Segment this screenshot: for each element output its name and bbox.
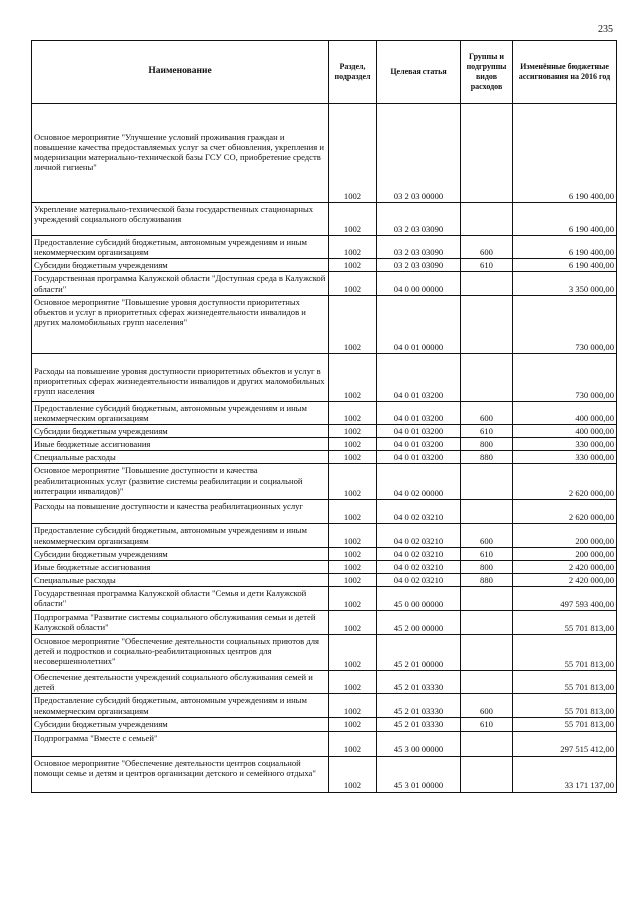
row-article-cell: 45 0 00 00000 [377, 587, 461, 611]
row-group-cell: 610 [461, 718, 513, 731]
row-article-cell: 04 0 02 03210 [377, 573, 461, 586]
row-amount-cell: 330 000,00 [513, 438, 617, 451]
row-section-cell: 1002 [329, 731, 377, 756]
row-name-cell [32, 718, 329, 731]
header-name: Наименование [32, 41, 329, 104]
row-name-text: Предоставление субсидий бюджетным, автономным учреждениям и иным некоммерческим организациям [34, 695, 307, 716]
row-section-cell: 1002 [329, 203, 377, 236]
row-group-cell [461, 203, 513, 236]
row-group-cell: 600 [461, 236, 513, 259]
row-article-cell: 45 2 00 00000 [377, 611, 461, 635]
row-name-text: Государственная программа Калужской области "Доступная среда в Калужской области" [34, 273, 326, 294]
row-amount-cell: 730 000,00 [513, 353, 617, 401]
row-name-cell [32, 464, 329, 500]
row-section-cell: 1002 [329, 635, 377, 671]
row-group-cell: 800 [461, 438, 513, 451]
row-name-cell [32, 272, 329, 295]
row-amount-cell: 6 190 400,00 [513, 236, 617, 259]
row-article-cell: 04 0 02 03210 [377, 547, 461, 560]
row-name-cell [32, 203, 329, 236]
row-article-cell: 04 0 01 00000 [377, 295, 461, 353]
row-amount-cell: 2 420 000,00 [513, 560, 617, 573]
row-name-cell [32, 104, 329, 203]
row-group-cell [461, 587, 513, 611]
row-name-cell [32, 500, 329, 524]
row-article-cell: 04 0 02 03210 [377, 524, 461, 547]
row-section-cell: 1002 [329, 236, 377, 259]
row-article-cell: 04 0 01 03200 [377, 451, 461, 464]
row-group-cell [461, 353, 513, 401]
table-row [32, 236, 617, 259]
row-name-text: Субсидии бюджетным учреждениям [34, 425, 168, 436]
row-group-cell [461, 500, 513, 524]
row-name-text: Подпрограмма "Вместе с семьей" [34, 732, 158, 743]
row-group-cell [461, 731, 513, 756]
row-article-cell: 45 2 01 03330 [377, 694, 461, 718]
table-row [32, 756, 617, 792]
budget-table [31, 40, 617, 793]
row-name-text: Иные бюджетные ассигнования [34, 439, 151, 450]
row-article-cell: 03 2 03 03090 [377, 259, 461, 272]
row-name-cell [32, 694, 329, 718]
table-row [32, 272, 617, 295]
row-section-cell: 1002 [329, 451, 377, 464]
row-name-cell [32, 401, 329, 424]
row-name-text: Специальные расходы [34, 574, 116, 585]
row-article-cell: 04 0 00 00000 [377, 272, 461, 295]
row-group-cell: 610 [461, 547, 513, 560]
table-row [32, 547, 617, 560]
row-name-text: Государственная программа Калужской области "Семья и дети Калужской области" [34, 588, 307, 609]
row-name-cell [32, 236, 329, 259]
row-section-cell: 1002 [329, 500, 377, 524]
row-section-cell: 1002 [329, 694, 377, 718]
row-article-cell: 45 2 01 03330 [377, 718, 461, 731]
table-row [32, 500, 617, 524]
header-section: Раздел, подраздел [329, 41, 377, 104]
row-name-cell [32, 451, 329, 464]
row-amount-cell: 2 620 000,00 [513, 464, 617, 500]
row-article-cell: 45 2 01 03330 [377, 671, 461, 694]
row-group-cell [461, 464, 513, 500]
table-row [32, 438, 617, 451]
page-number: 235 [598, 24, 613, 35]
row-section-cell: 1002 [329, 611, 377, 635]
row-name-cell [32, 424, 329, 437]
row-name-text: Обеспечение деятельности учреждений социального обслуживания семей и детей [34, 672, 313, 693]
table-row [32, 524, 617, 547]
row-amount-cell: 55 701 813,00 [513, 694, 617, 718]
table-row [32, 635, 617, 671]
row-section-cell: 1002 [329, 272, 377, 295]
row-name-text: Основное мероприятие "Повышение уровня доступности приоритетных объектов и услуг в приоритетных сферах жизнедеятельности инвалидов и других маломобильных групп населения" [34, 296, 306, 327]
row-name-text: Расходы на повышение доступности и качества реабилитационных услуг [34, 501, 303, 512]
row-group-cell [461, 635, 513, 671]
row-name-text: Укрепление материально-технической базы государственных стационарных учреждений социального обслуживания [34, 204, 314, 225]
row-group-cell: 600 [461, 401, 513, 424]
row-group-cell: 800 [461, 560, 513, 573]
row-amount-cell: 400 000,00 [513, 401, 617, 424]
row-section-cell: 1002 [329, 547, 377, 560]
row-section-cell: 1002 [329, 295, 377, 353]
row-article-cell: 45 3 01 00000 [377, 756, 461, 792]
row-amount-cell: 497 593 400,00 [513, 587, 617, 611]
row-section-cell: 1002 [329, 718, 377, 731]
row-group-cell: 600 [461, 524, 513, 547]
row-amount-cell: 6 190 400,00 [513, 203, 617, 236]
row-article-cell: 03 2 03 03090 [377, 203, 461, 236]
row-amount-cell: 33 171 137,00 [513, 756, 617, 792]
row-group-cell [461, 671, 513, 694]
row-section-cell: 1002 [329, 438, 377, 451]
row-name-cell [32, 295, 329, 353]
table-row [32, 587, 617, 611]
row-group-cell [461, 611, 513, 635]
table-header-row [32, 41, 617, 104]
row-article-cell: 04 0 01 03200 [377, 438, 461, 451]
table-row [32, 259, 617, 272]
row-section-cell: 1002 [329, 401, 377, 424]
row-name-cell [32, 560, 329, 573]
row-name-text: Подпрограмма "Развитие системы социального обслуживания семьи и детей Калужской области" [34, 612, 316, 633]
row-article-cell: 45 2 01 00000 [377, 635, 461, 671]
row-name-cell [32, 259, 329, 272]
row-section-cell: 1002 [329, 464, 377, 500]
row-group-cell: 610 [461, 259, 513, 272]
row-article-cell: 04 0 02 03210 [377, 500, 461, 524]
header-article: Целевая статья [377, 41, 461, 104]
row-section-cell: 1002 [329, 104, 377, 203]
row-amount-cell: 55 701 813,00 [513, 671, 617, 694]
header-amount: Изменённые бюджетные ассигнования на 2016 год [513, 41, 617, 104]
row-name-text: Основное мероприятие "Улучшение условий проживания граждан и повышение качества предоставляемых услуг за счет обновления, укрепления и модернизации материально-технической базы ГСУ СО, приобретение средств личной гигиены" [34, 132, 324, 173]
row-group-cell: 600 [461, 694, 513, 718]
row-name-text: Основное мероприятие "Обеспечение деятельности социальных приютов для детей и подростков и социально-реабилитационных центров для несовершеннолетних" [34, 636, 319, 667]
row-name-text: Предоставление субсидий бюджетным, автономным учреждениям и иным некоммерческим организациям [34, 402, 307, 423]
row-name-cell [32, 573, 329, 586]
row-article-cell: 03 2 03 03090 [377, 236, 461, 259]
row-amount-cell: 297 515 412,00 [513, 731, 617, 756]
table-row [32, 611, 617, 635]
table-row [32, 560, 617, 573]
row-name-text: Субсидии бюджетным учреждениям [34, 548, 168, 559]
row-section-cell: 1002 [329, 353, 377, 401]
row-name-cell [32, 547, 329, 560]
row-group-cell [461, 104, 513, 203]
table-row [32, 203, 617, 236]
table-row [32, 573, 617, 586]
header-groups: Группы и подгруппы видов расходов [461, 41, 513, 104]
table-row [32, 694, 617, 718]
row-name-cell [32, 353, 329, 401]
row-article-cell: 04 0 01 03200 [377, 424, 461, 437]
row-name-cell [32, 731, 329, 756]
row-article-cell: 04 0 01 03200 [377, 401, 461, 424]
row-name-cell [32, 671, 329, 694]
row-name-text: Расходы на повышение уровня доступности приоритетных объектов и услуг в приоритетных сферах жизнедеятельности инвалидов и других маломобильных групп населения [34, 365, 325, 396]
row-article-cell: 04 0 02 03210 [377, 560, 461, 573]
row-group-cell [461, 295, 513, 353]
table-row [32, 104, 617, 203]
table-row [32, 671, 617, 694]
row-name-text: Основное мероприятие "Обеспечение деятельности центров социальной помощи семье и детям и центров организации детского и семейного отдыха" [34, 757, 316, 778]
row-amount-cell: 730 000,00 [513, 295, 617, 353]
row-amount-cell: 2 620 000,00 [513, 500, 617, 524]
row-group-cell: 610 [461, 424, 513, 437]
row-name-text: Специальные расходы [34, 452, 116, 463]
row-group-cell [461, 272, 513, 295]
row-amount-cell: 330 000,00 [513, 451, 617, 464]
row-section-cell: 1002 [329, 560, 377, 573]
row-name-cell [32, 587, 329, 611]
table-row [32, 424, 617, 437]
row-section-cell: 1002 [329, 524, 377, 547]
row-amount-cell: 400 000,00 [513, 424, 617, 437]
row-article-cell: 45 3 00 00000 [377, 731, 461, 756]
row-section-cell: 1002 [329, 587, 377, 611]
row-amount-cell: 55 701 813,00 [513, 635, 617, 671]
row-section-cell: 1002 [329, 259, 377, 272]
table-row [32, 451, 617, 464]
row-section-cell: 1002 [329, 573, 377, 586]
row-name-text: Иные бюджетные ассигнования [34, 561, 151, 572]
row-group-cell: 880 [461, 451, 513, 464]
row-amount-cell: 55 701 813,00 [513, 718, 617, 731]
row-amount-cell: 200 000,00 [513, 524, 617, 547]
row-amount-cell: 6 190 400,00 [513, 259, 617, 272]
table-row [32, 401, 617, 424]
table-row [32, 353, 617, 401]
row-amount-cell: 200 000,00 [513, 547, 617, 560]
row-section-cell: 1002 [329, 756, 377, 792]
table-row [32, 731, 617, 756]
row-name-text: Предоставление субсидий бюджетным, автономным учреждениям и иным некоммерческим организациям [34, 237, 307, 258]
row-name-cell [32, 611, 329, 635]
row-article-cell: 04 0 01 03200 [377, 353, 461, 401]
table-row [32, 464, 617, 500]
row-amount-cell: 3 350 000,00 [513, 272, 617, 295]
row-name-cell [32, 635, 329, 671]
row-group-cell: 880 [461, 573, 513, 586]
row-article-cell: 03 2 03 00000 [377, 104, 461, 203]
row-amount-cell: 2 420 000,00 [513, 573, 617, 586]
row-amount-cell: 55 701 813,00 [513, 611, 617, 635]
row-group-cell [461, 756, 513, 792]
row-name-text: Предоставление субсидий бюджетным, автономным учреждениям и иным некоммерческим организациям [34, 525, 307, 546]
row-name-text: Основное мероприятие "Повышение доступности и качества реабилитационных услуг (развитие системы реабилитации и социальной интеграции инвалидов)" [34, 465, 303, 496]
row-article-cell: 04 0 02 00000 [377, 464, 461, 500]
row-name-text: Субсидии бюджетным учреждениям [34, 260, 168, 271]
row-section-cell: 1002 [329, 424, 377, 437]
table-row [32, 718, 617, 731]
row-section-cell: 1002 [329, 671, 377, 694]
table-row [32, 295, 617, 353]
row-name-cell [32, 756, 329, 792]
row-amount-cell: 6 190 400,00 [513, 104, 617, 203]
row-name-cell [32, 438, 329, 451]
row-name-text: Субсидии бюджетным учреждениям [34, 719, 168, 730]
row-name-cell [32, 524, 329, 547]
